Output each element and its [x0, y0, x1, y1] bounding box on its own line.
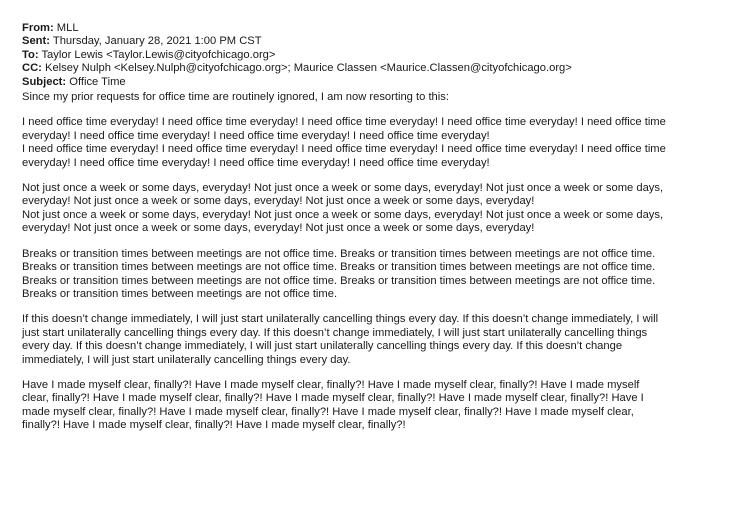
email-document: [22, 22, 726, 433]
paragraph-line: Breaks or transition times between meetings are not office time. Breaks or transition times between meetings are not office time.: [22, 247, 656, 260]
to-row: [22, 49, 726, 62]
paragraph-line: Have I made myself clear, finally?! Have I made myself clear, finally?! Have I made myself clear, finally?! Have I made myself: [22, 378, 640, 391]
paragraph-line: everyday! I need office time everyday! I need office time everyday! I need office time everyday!: [22, 156, 490, 169]
paragraph-line: everyday! Not just once a week or some days, everyday! Not just once a week or some days, everyday!: [22, 222, 535, 235]
paragraph-clear: [22, 379, 726, 433]
paragraph-line: Not just once a week or some days, everyday! Not just once a week or some days, everyday! Not just once a week or some days,: [22, 208, 664, 221]
paragraph-line: finally?! Have I made myself clear, finally?! Have I made myself clear, finally?!: [22, 419, 406, 432]
cc-value: Kelsey Nulph <Kelsey.Nulph@cityofchicago.org>; Maurice Classen <Maurice.Classen@cityofchicago.org>: [41, 62, 572, 75]
intro-text: Since my prior requests for office time are routinely ignored, I am now resorting to this:: [22, 91, 449, 104]
paragraph-line: Breaks or transition times between meetings are not office time.: [22, 287, 338, 300]
sent-value: Thursday, January 28, 2021 1:00 PM CST: [49, 35, 262, 48]
from-label: From:: [22, 22, 54, 34]
paragraph-line: made myself clear, finally?! Have I made myself clear, finally?! Have I made myself clear, finally?! Have I made myself clear,: [22, 405, 634, 418]
subject-row: [22, 76, 726, 89]
paragraph-line: just start unilaterally cancelling things every day. If this doesn’t change immediately, I will just start unilaterally cancelling things: [22, 326, 648, 339]
paragraph-line: If this doesn’t change immediately, I will just start unilaterally cancelling things every day. If this doesn’t change immediately, I will: [22, 313, 659, 326]
paragraph-line: Breaks or transition times between meetings are not office time. Breaks or transition times between meetings are not office time.: [22, 261, 656, 274]
paragraph-line: everyday! I need office time everyday! I need office time everyday! I need office time everyday!: [22, 129, 490, 142]
paragraph-line: I need office time everyday! I need office time everyday! I need office time everyday! I need office time everyday! I need office time: [22, 116, 666, 129]
to-value: Taylor Lewis <Taylor.Lewis@cityofchicago.org>: [38, 48, 276, 61]
subject-label: Subject:: [22, 75, 67, 88]
to-label: To:: [22, 48, 39, 61]
email-header: [22, 22, 726, 89]
subject-value: Office Time: [66, 75, 126, 88]
paragraph-line: clear, finally?! Have I made myself clear, finally?! Have I made myself clear, finally?! Have I made myself clear, finally?! Have I: [22, 392, 644, 405]
paragraph-everyday: [22, 182, 726, 236]
paragraph-line: everyday! Not just once a week or some days, everyday! Not just once a week or some days, everyday!: [22, 195, 535, 208]
paragraph-line: Breaks or transition times between meetings are not office time. Breaks or transition times between meetings are not office time.: [22, 274, 656, 287]
cc-label: CC:: [22, 62, 42, 75]
paragraph-line: immediately, I will just start unilaterally cancelling things every day.: [22, 353, 351, 366]
paragraph-cancelling: [22, 313, 726, 367]
from-row: [22, 22, 726, 35]
paragraph-office-time: [22, 116, 726, 170]
sent-row: [22, 35, 726, 48]
paragraph-line: every day. If this doesn’t change immediately, I will just start unilaterally cancelling things every day. If this doesn’t change: [22, 340, 623, 353]
sent-label: Sent:: [22, 35, 50, 48]
cc-row: [22, 62, 726, 75]
paragraph-line: Not just once a week or some days, everyday! Not just once a week or some days, everyday! Not just once a week or some days,: [22, 182, 664, 195]
from-value: MLL: [53, 22, 79, 34]
paragraph-line: I need office time everyday! I need office time everyday! I need office time everyday! I need office time everyday! I need office time: [22, 143, 666, 156]
paragraph-breaks: [22, 248, 726, 302]
